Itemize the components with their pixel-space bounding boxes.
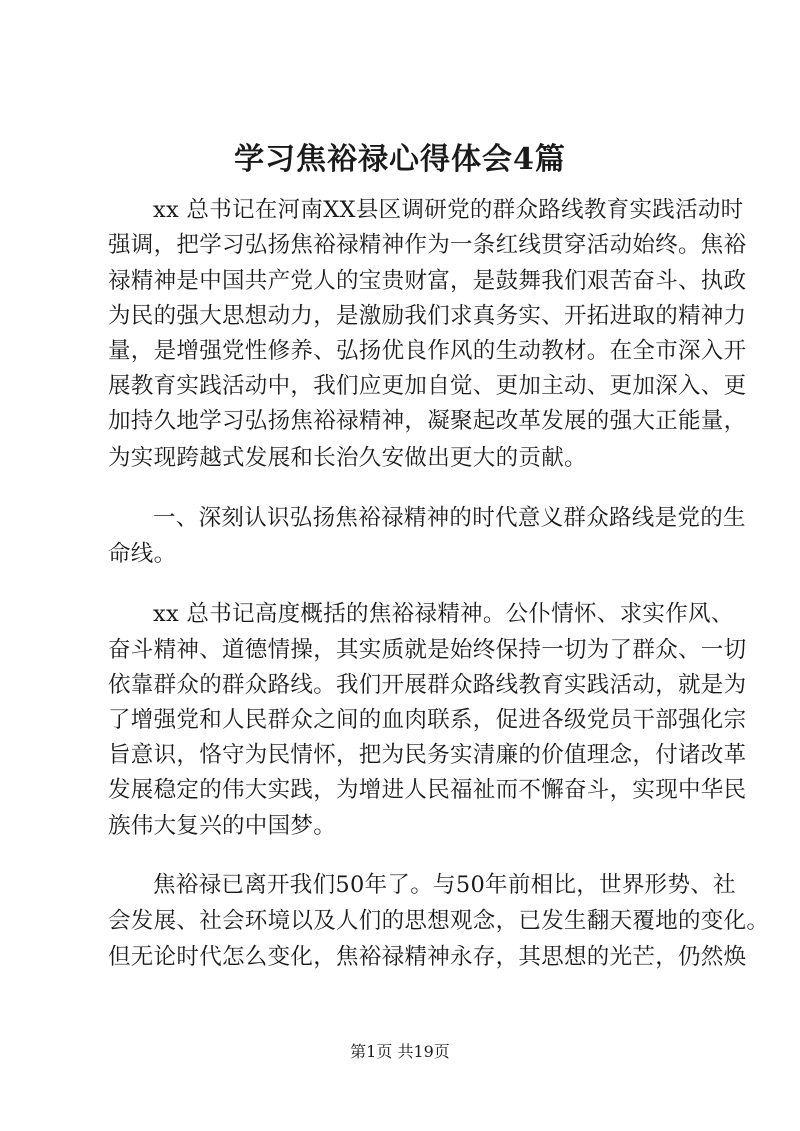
text-line: xx 总书记高度概括的焦裕禄精神。公仆情怀、求实作风、 xyxy=(153,601,734,627)
document-title: 学习焦裕禄心得体会4篇 xyxy=(234,142,566,177)
text-line: 一、深刻认识弘扬焦裕禄精神的时代意义群众路线是党的生 xyxy=(153,505,746,531)
text-line: 会发展、社会环境以及人们的思想观念，已发生翻天覆地的变化。 xyxy=(108,908,770,934)
text-line: 了增强党和人民群众之间的血肉联系，促进各级党员干部强化宗 xyxy=(108,707,747,733)
text-line: 命线。 xyxy=(108,541,177,567)
text-line: 展教育实践活动中，我们应更加自觉、更加主动、更加深入、更 xyxy=(108,373,747,399)
text-line: 量，是增强党性修养、弘扬优良作风的生动教材。在全市深入开 xyxy=(108,338,747,364)
text-line: 发展稳定的伟大实践，为增进人民福祉而不懈奋斗，实现中华民 xyxy=(108,777,747,803)
text-line: 依靠群众的群众路线。我们开展群众路线教育实践活动，就是为 xyxy=(108,672,747,698)
text-line: 但无论时代怎么变化，焦裕禄精神永存，其思想的光芒，仍然焕 xyxy=(108,944,747,970)
text-line: 为民的强大思想动力，是激励我们求真务实、开拓进取的精神力 xyxy=(108,303,747,329)
text-line: 族伟大复兴的中国梦。 xyxy=(108,813,337,839)
text-line: 禄精神是中国共产党人的宝贵财富，是鼓舞我们艰苦奋斗、执政 xyxy=(108,268,747,294)
page-footer: 第1页 共19页 xyxy=(350,1042,450,1061)
text-line: 焦裕禄已离开我们50年了。与50年前相比，世界形势、社 xyxy=(153,872,736,898)
text-line: 强调，把学习弘扬焦裕禄精神作为一条红线贯穿活动始终。焦裕 xyxy=(108,232,747,258)
text-line: 加持久地学习弘扬焦裕禄精神，凝聚起改革发展的强大正能量， xyxy=(108,408,747,434)
text-line: 为实现跨越式发展和长治久安做出更大的贡献。 xyxy=(108,445,587,471)
text-line: 奋斗精神、道德情操，其实质就是始终保持一切为了群众、一切 xyxy=(108,637,747,663)
text-line: xx 总书记在河南XX县区调研党的群众路线教育实践活动时 xyxy=(153,197,744,223)
text-line: 旨意识，恪守为民情怀，把为民务实清廉的价值理念，付诸改革 xyxy=(108,742,747,768)
